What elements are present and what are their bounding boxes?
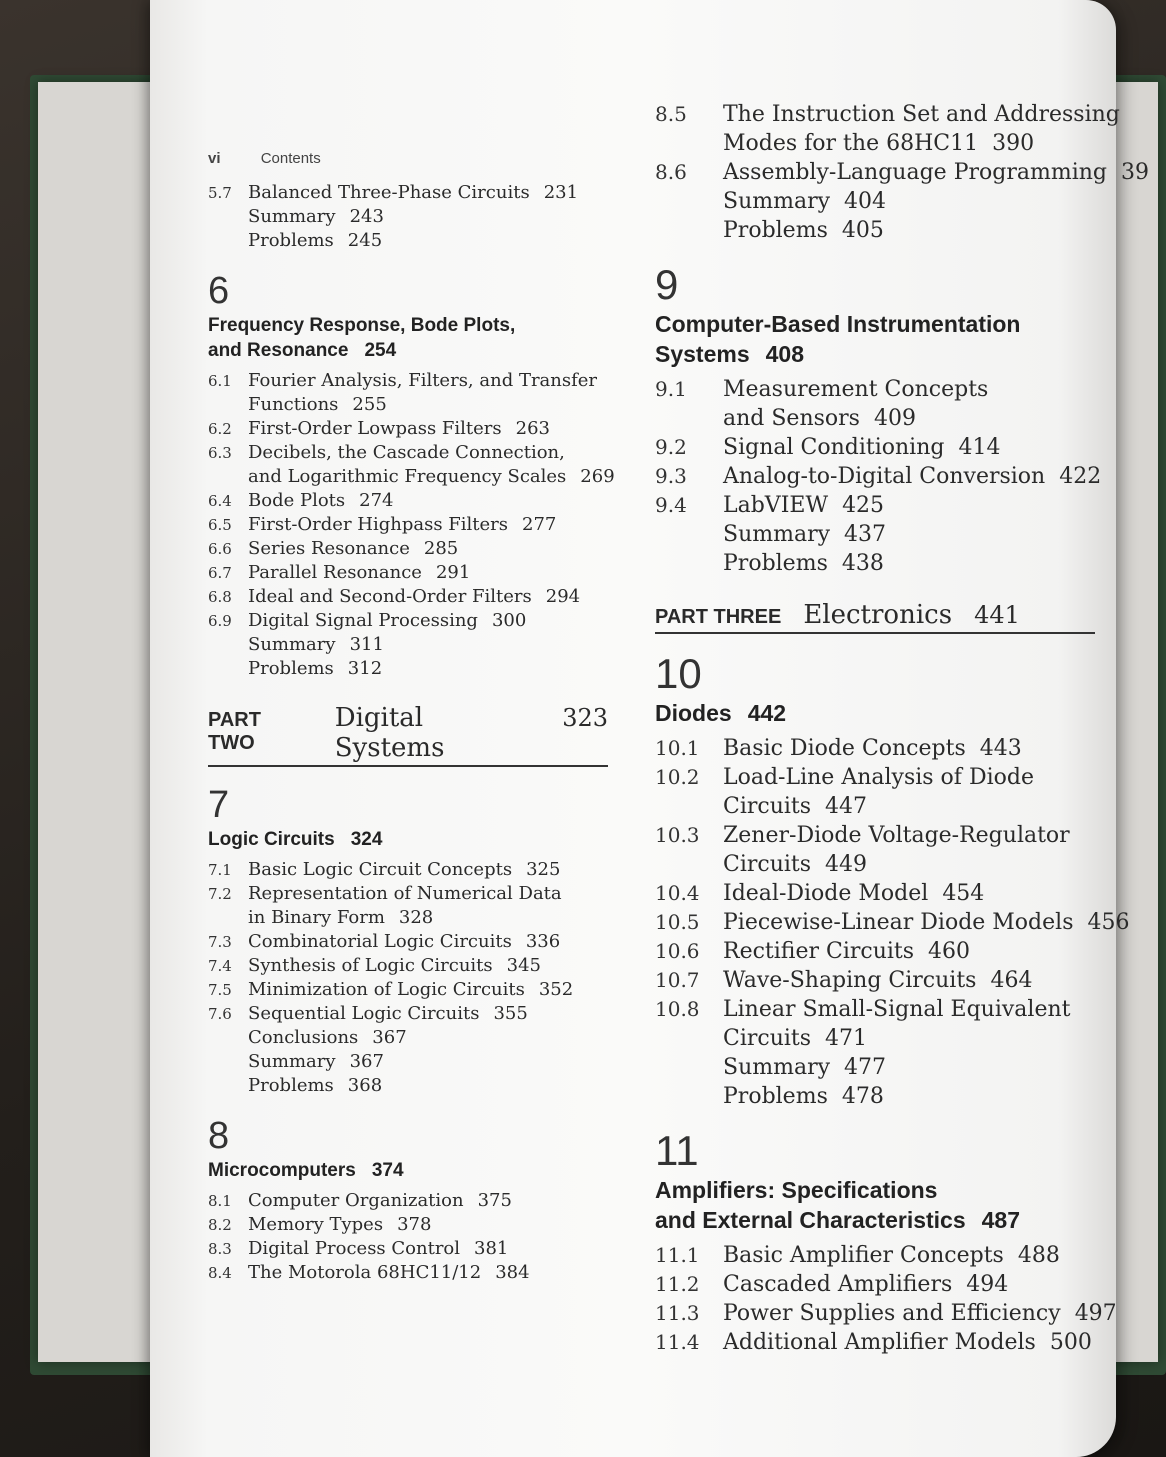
toc-entry-number: 6.1 xyxy=(208,372,232,390)
toc-entry-number: 8.4 xyxy=(208,1264,232,1282)
toc-entry xyxy=(208,1213,608,1237)
toc-entry xyxy=(655,158,1149,187)
right-column xyxy=(655,100,1149,1357)
toc-entry-number: 7.2 xyxy=(208,885,232,903)
toc-entry xyxy=(655,879,1095,908)
toc-entry xyxy=(655,734,1095,763)
chapter-title xyxy=(655,1175,1095,1235)
toc-entry-page: 285 xyxy=(423,538,459,559)
toc-entry-number: 6.5 xyxy=(208,516,232,534)
toc-entry-page: 404 xyxy=(844,189,887,214)
toc-entry-title: Measurement Concepts xyxy=(723,377,989,402)
chapter-title-line: and Resonance xyxy=(208,340,349,361)
toc-entry-title: Summary xyxy=(248,1051,336,1072)
chapter-page: 374 xyxy=(371,1160,404,1181)
chapter-title xyxy=(655,309,1095,369)
toc-entry-title: Sequential Logic Circuits xyxy=(248,1003,480,1024)
toc-entry-number: 11.3 xyxy=(655,1301,700,1325)
toc-entry-number: 7.4 xyxy=(208,957,232,975)
chapter-title xyxy=(655,698,1095,728)
toc-entry xyxy=(655,549,1095,578)
toc-entry-page: 355 xyxy=(493,1003,528,1024)
toc-entry-title: Memory Types xyxy=(248,1214,384,1235)
toc-entry-title: Problems xyxy=(723,1084,828,1109)
toc-entry-title: Cascaded Amplifiers xyxy=(723,1272,953,1297)
toc-entry xyxy=(208,1189,608,1213)
chapter-title xyxy=(208,1158,608,1183)
toc-entry-number: 11.4 xyxy=(655,1330,700,1354)
running-header xyxy=(208,150,608,167)
toc-entry-page: 277 xyxy=(522,514,557,535)
header-page-number: vi xyxy=(208,150,221,167)
toc-entry xyxy=(208,513,608,537)
toc-entry-number: 10.3 xyxy=(655,823,700,847)
toc-entry xyxy=(655,763,1095,792)
chapter-title-line: Diodes xyxy=(655,700,732,726)
toc-entry-number: 8.1 xyxy=(208,1192,232,1210)
toc-entry-title: and Sensors xyxy=(723,406,860,431)
toc-entry xyxy=(208,609,608,633)
toc-entry-title: Wave-Shaping Circuits xyxy=(723,968,977,993)
toc-entry-page: 494 xyxy=(966,1272,1009,1297)
chapter-number: 8 xyxy=(208,1115,230,1157)
toc-entry xyxy=(655,1024,1095,1053)
toc-entry-title: Series Resonance xyxy=(248,538,410,559)
toc-entry xyxy=(655,1082,1095,1111)
toc-entry-title: Zener-Diode Voltage-Regulator xyxy=(723,823,1070,848)
toc-entry xyxy=(655,433,1095,462)
toc-entry xyxy=(655,216,1095,245)
part-page: 323 xyxy=(562,704,608,732)
toc-entry xyxy=(655,404,1095,433)
toc-entry xyxy=(655,491,1095,520)
toc-entry-title: Summary xyxy=(248,206,336,227)
toc-entry-page: 497 xyxy=(1074,1301,1117,1326)
chapter-number: 11 xyxy=(655,1127,699,1174)
toc-entry-title: Conclusions xyxy=(248,1027,359,1048)
toc-entry-title: LabVIEW xyxy=(723,493,829,518)
toc-block-ch11 xyxy=(655,1241,1117,1357)
toc-entry-number: 9.2 xyxy=(655,435,687,459)
toc-block-ch7 xyxy=(208,858,608,1098)
chapter-number: 7 xyxy=(208,784,230,826)
toc-entry-title: Problems xyxy=(723,218,828,243)
toc-entry xyxy=(208,633,608,657)
toc-entry-title: Basic Logic Circuit Concepts xyxy=(248,859,513,880)
toc-entry xyxy=(208,369,608,393)
toc-entry-number: 11.1 xyxy=(655,1243,700,1267)
toc-entry-page: 291 xyxy=(435,562,471,583)
toc-entry-title: Parallel Resonance xyxy=(248,562,422,583)
toc-entry-page: 345 xyxy=(506,955,542,976)
toc-entry-page: 422 xyxy=(1059,464,1102,489)
chapter-title-line: Microcomputers xyxy=(208,1160,356,1181)
toc-entry-page: 454 xyxy=(942,881,985,906)
toc-entry-number: 10.6 xyxy=(655,939,700,963)
chapter-page: 254 xyxy=(364,340,397,361)
toc-entry-number: 6.2 xyxy=(208,420,232,438)
toc-entry-page: 456 xyxy=(1087,910,1130,935)
chapter-number: 6 xyxy=(208,270,230,312)
toc-entry-title: Summary xyxy=(723,1055,831,1080)
toc-entry-title: Basic Diode Concepts xyxy=(723,736,966,761)
chapter-title-line: Computer-Based Instrumentation xyxy=(655,311,1021,337)
chapter-title-line: Systems xyxy=(655,341,750,367)
toc-entry-title: Modes for the 68HC11 xyxy=(723,131,979,156)
toc-entry-number: 10.2 xyxy=(655,765,700,789)
toc-entry-title: Rectifier Circuits xyxy=(723,939,915,964)
toc-entry-page: 245 xyxy=(347,230,383,251)
toc-entry-page: 367 xyxy=(372,1027,407,1048)
chapter-page: 324 xyxy=(350,829,383,850)
toc-entry-title: Summary xyxy=(723,189,831,214)
toc-entry-page: 368 xyxy=(347,1075,383,1096)
part-heading xyxy=(655,600,1095,634)
toc-entry xyxy=(208,181,608,205)
toc-entry xyxy=(655,821,1095,850)
toc-entry-title: Combinatorial Logic Circuits xyxy=(248,931,512,952)
toc-entry-title: Functions xyxy=(248,394,339,415)
toc-entry xyxy=(208,1074,608,1098)
toc-entry xyxy=(208,537,608,561)
toc-entry-title: Additional Amplifier Models xyxy=(723,1330,1036,1355)
toc-entry xyxy=(208,465,615,489)
part-heading xyxy=(208,703,608,767)
toc-entry-title: Power Supplies and Efficiency xyxy=(723,1301,1061,1326)
toc-entry xyxy=(655,966,1095,995)
toc-entry-title: Digital Process Control xyxy=(248,1238,461,1259)
toc-entry-title: First-Order Highpass Filters xyxy=(248,514,509,535)
part-title: Digital Systems xyxy=(334,703,445,763)
toc-entry xyxy=(655,462,1102,491)
toc-entry xyxy=(208,978,608,1002)
toc-entry-title: in Binary Form xyxy=(248,907,385,928)
toc-entry-number: 6.6 xyxy=(208,540,232,558)
toc-block-ch6 xyxy=(208,369,615,681)
toc-entry-title: Problems xyxy=(248,230,334,251)
toc-entry-title: Ideal-Diode Model xyxy=(723,881,929,906)
toc-entry-page: 263 xyxy=(515,418,551,439)
toc-entry-number: 10.5 xyxy=(655,910,700,934)
toc-entry-title: Problems xyxy=(248,1075,334,1096)
toc-entry-page: 437 xyxy=(844,522,887,547)
toc-entry-page: 414 xyxy=(958,435,1001,460)
toc-entry-page: 243 xyxy=(349,206,384,227)
chapter-title xyxy=(208,313,608,363)
toc-block-ch9 xyxy=(655,375,1102,578)
toc-entry-page: 460 xyxy=(928,939,971,964)
toc-entry xyxy=(208,441,608,465)
toc-entry-number: 8.5 xyxy=(655,102,687,126)
toc-entry-page: 255 xyxy=(352,394,387,415)
toc-entry-page: 478 xyxy=(841,1084,884,1109)
chapter-number: 10 xyxy=(655,650,702,697)
toc-entry-page: 375 xyxy=(477,1190,512,1211)
contents-page xyxy=(150,0,1149,1457)
toc-entry xyxy=(208,489,608,513)
toc-entry xyxy=(208,1002,608,1026)
toc-entry-page: 471 xyxy=(825,1026,868,1051)
chapter-page: 442 xyxy=(747,700,787,726)
toc-entry-title: Linear Small-Signal Equivalent xyxy=(723,997,1071,1022)
chapter-page: 408 xyxy=(765,341,804,367)
toc-entry-title: Summary xyxy=(248,634,336,655)
toc-entry xyxy=(655,908,1130,937)
toc-entry-page: 447 xyxy=(825,794,868,819)
toc-entry-title: Digital Signal Processing xyxy=(248,610,478,631)
toc-entry xyxy=(655,1299,1117,1328)
chapter-number: 9 xyxy=(655,261,679,308)
toc-entry-page: 274 xyxy=(359,490,394,511)
toc-entry-page: 336 xyxy=(525,931,561,952)
toc-entry-number: 9.4 xyxy=(655,493,687,517)
toc-entry xyxy=(208,561,608,585)
toc-entry-title: Basic Amplifier Concepts xyxy=(723,1243,1004,1268)
toc-entry-page: 443 xyxy=(979,736,1022,761)
toc-entry-page: 384 xyxy=(495,1262,530,1283)
toc-entry-title: The Instruction Set and Addressing xyxy=(723,102,1120,127)
toc-entry-page: 328 xyxy=(398,907,434,928)
toc-entry xyxy=(655,995,1095,1024)
part-title: Electronics xyxy=(803,600,953,630)
toc-entry-page: 39 xyxy=(1120,160,1149,185)
toc-entry-number: 8.2 xyxy=(208,1216,232,1234)
toc-block-right-top xyxy=(655,100,1149,245)
toc-entry-page: 381 xyxy=(474,1238,509,1259)
toc-entry-title: Circuits xyxy=(723,1026,812,1051)
toc-entry-page: 378 xyxy=(397,1214,432,1235)
toc-entry-page: 500 xyxy=(1049,1330,1092,1355)
toc-entry-title: Computer Organization xyxy=(248,1190,464,1211)
toc-entry xyxy=(208,1237,608,1261)
toc-entry xyxy=(208,858,608,882)
toc-entry-number: 8.3 xyxy=(208,1240,232,1258)
toc-entry xyxy=(655,937,1095,966)
toc-entry xyxy=(208,906,608,930)
toc-entry-page: 438 xyxy=(841,551,884,576)
toc-entry-number: 10.1 xyxy=(655,736,700,760)
toc-entry-number: 6.8 xyxy=(208,588,232,606)
toc-entry-title: Circuits xyxy=(723,794,812,819)
toc-entry xyxy=(208,954,608,978)
toc-entry-title: Minimization of Logic Circuits xyxy=(248,979,525,1000)
toc-entry-title: Load-Line Analysis of Diode xyxy=(723,765,1034,790)
toc-entry xyxy=(655,1270,1095,1299)
toc-entry-title: Problems xyxy=(248,658,334,679)
toc-entry xyxy=(655,520,1095,549)
toc-entry xyxy=(655,1328,1095,1357)
toc-entry-page: 409 xyxy=(873,406,916,431)
toc-entry-number: 6.3 xyxy=(208,444,232,462)
toc-entry-title: Piecewise-Linear Diode Models xyxy=(723,910,1074,935)
toc-entry xyxy=(208,1261,608,1285)
toc-entry xyxy=(208,882,608,906)
toc-entry-number: 5.7 xyxy=(208,184,232,202)
toc-entry-page: 390 xyxy=(992,131,1035,156)
toc-entry-number: 7.5 xyxy=(208,981,232,999)
toc-entry xyxy=(655,850,1095,879)
toc-entry-number: 8.6 xyxy=(655,160,687,184)
toc-entry-page: 312 xyxy=(347,658,383,679)
toc-entry xyxy=(208,1026,608,1050)
part-label: PART THREE xyxy=(655,606,782,628)
toc-block-left-top xyxy=(208,181,608,253)
toc-entry xyxy=(208,417,608,441)
toc-entry-page: 231 xyxy=(543,182,579,203)
part-page: 441 xyxy=(974,601,1020,629)
toc-entry-page: 325 xyxy=(526,859,561,880)
toc-entry-page: 477 xyxy=(844,1055,887,1080)
toc-entry-number: 10.4 xyxy=(655,881,700,905)
toc-block-ch8 xyxy=(208,1189,608,1285)
toc-entry-page: 311 xyxy=(349,634,384,655)
toc-entry-title: Ideal and Second-Order Filters xyxy=(248,586,532,607)
toc-entry-number: 9.1 xyxy=(655,377,687,401)
toc-entry-number: 7.6 xyxy=(208,1005,232,1023)
toc-entry-page: 352 xyxy=(538,979,574,1000)
toc-entry xyxy=(208,1050,608,1074)
chapter-title-line: Amplifiers: Specifications xyxy=(655,1177,938,1203)
toc-entry-number: 6.7 xyxy=(208,564,232,582)
toc-entry xyxy=(208,205,608,229)
chapter-page: 487 xyxy=(981,1207,1021,1233)
toc-entry-title: Signal Conditioning xyxy=(723,435,945,460)
toc-entry-page: 367 xyxy=(349,1051,384,1072)
toc-entry-number: 7.1 xyxy=(208,861,232,879)
toc-entry-page: 425 xyxy=(842,493,885,518)
toc-entry-title: Assembly-Language Programming xyxy=(723,160,1107,185)
chapter-title xyxy=(208,827,608,852)
toc-entry-number: 6.4 xyxy=(208,492,232,510)
toc-entry-page: 300 xyxy=(491,610,527,631)
toc-entry-page: 405 xyxy=(841,218,884,243)
toc-entry-title: Circuits xyxy=(723,852,812,877)
chapter-title-line: Frequency Response, Bode Plots, xyxy=(208,315,516,336)
toc-entry-title: Analog-to-Digital Conversion xyxy=(723,464,1046,489)
toc-entry-page: 488 xyxy=(1017,1243,1060,1268)
toc-entry xyxy=(655,792,1095,821)
toc-entry-number: 9.3 xyxy=(655,464,687,488)
toc-entry xyxy=(208,229,608,253)
toc-entry xyxy=(655,375,1095,404)
toc-entry-number: 11.2 xyxy=(655,1272,700,1296)
toc-entry-page: 449 xyxy=(825,852,868,877)
chapter-title-line: Logic Circuits xyxy=(208,829,335,850)
toc-entry-title: The Motorola 68HC11/12 xyxy=(248,1262,482,1283)
toc-entry xyxy=(655,1241,1095,1270)
toc-entry xyxy=(208,393,608,417)
part-label: PART TWO xyxy=(208,709,261,754)
toc-entry-number: 10.8 xyxy=(655,997,700,1021)
toc-entry xyxy=(655,100,1120,129)
toc-entry xyxy=(208,657,608,681)
toc-entry-title: Representation of Numerical Data xyxy=(248,883,562,904)
toc-entry-number: 6.9 xyxy=(208,612,232,630)
toc-entry xyxy=(655,129,1095,158)
toc-entry-title: Summary xyxy=(723,522,831,547)
toc-entry-title: First-Order Lowpass Filters xyxy=(248,418,502,439)
toc-entry-title: Bode Plots xyxy=(248,490,346,511)
toc-entry-page: 269 xyxy=(580,466,615,487)
toc-block-ch10 xyxy=(655,734,1130,1111)
toc-entry-number: 7.3 xyxy=(208,933,232,951)
left-column xyxy=(208,150,615,1285)
toc-entry-page: 464 xyxy=(990,968,1033,993)
toc-entry-page: 294 xyxy=(545,586,581,607)
toc-entry xyxy=(208,585,608,609)
toc-entry xyxy=(208,930,608,954)
toc-entry xyxy=(655,1053,1095,1082)
toc-entry-title: and Logarithmic Frequency Scales xyxy=(248,466,567,487)
toc-entry-title: Decibels, the Cascade Connection, xyxy=(248,442,565,463)
toc-entry-title: Fourier Analysis, Filters, and Transfer xyxy=(248,370,598,391)
toc-entry xyxy=(655,187,1095,216)
header-title: Contents xyxy=(260,150,321,167)
toc-entry-number: 10.7 xyxy=(655,968,700,992)
toc-entry-title: Problems xyxy=(723,551,828,576)
chapter-title-line: and External Characteristics xyxy=(655,1207,966,1233)
toc-entry-title: Balanced Three-Phase Circuits xyxy=(248,182,530,203)
toc-entry-title: Synthesis of Logic Circuits xyxy=(248,955,493,976)
